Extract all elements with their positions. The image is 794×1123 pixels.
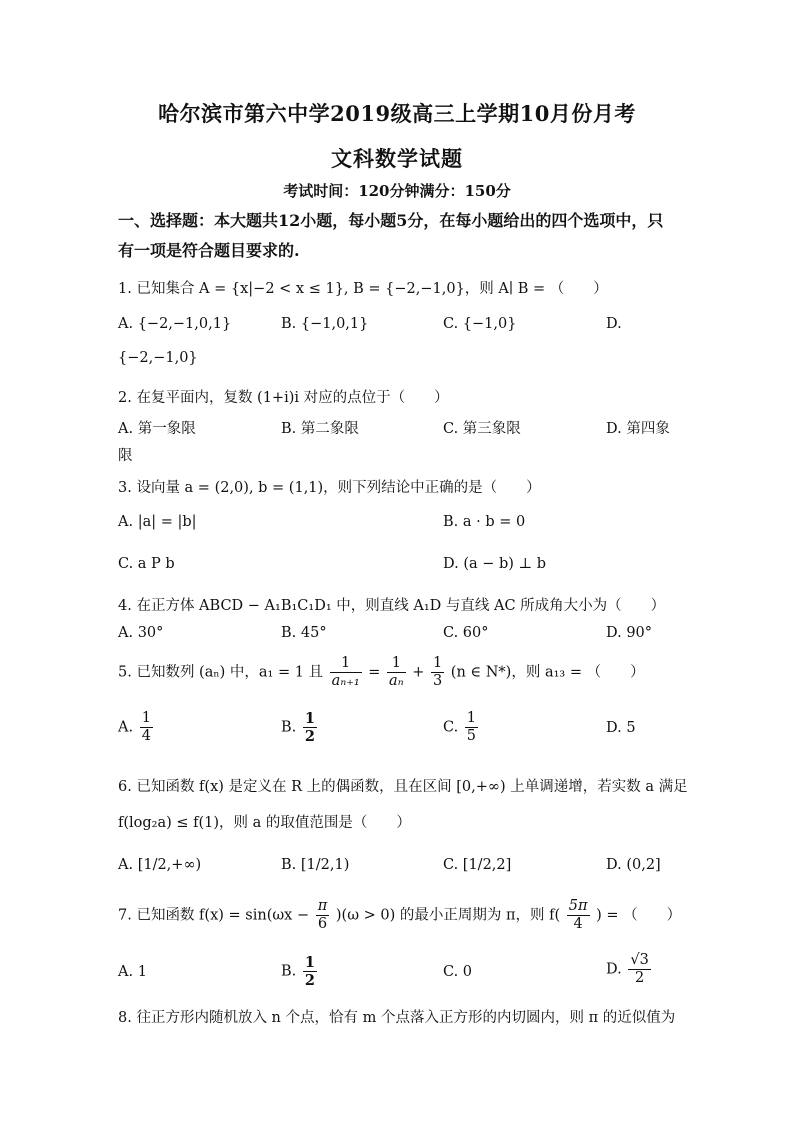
q6-option-a: A. [1/2,+∞) xyxy=(118,857,202,873)
q5-stem-post: (n ∈ N*)，则 a₁₃ = （ ） xyxy=(450,664,645,681)
q5-fraction-2: $\frac{1}{\text{aₙ}}$ xyxy=(389,655,404,689)
q5-option-a: A. $\frac{1}{4}$ xyxy=(118,710,151,744)
q7-stem-pre: 7. 已知函数 f(x) = sin(ωx − xyxy=(118,907,310,924)
q1-option-a: A. {−2,−1,0,1} xyxy=(118,316,232,332)
question-2-stem: 2. 在复平面内，复数 (1+i)i 对应的点位于（ ） xyxy=(118,390,449,406)
exam-title: 哈尔滨市第六中学2019级高三上学期10月份月考 xyxy=(158,101,636,126)
q7-stem-mid: )(ω > 0) 的最小正周期为 π，则 f( xyxy=(335,907,561,924)
q3-option-b: B. a · b = 0 xyxy=(443,514,526,530)
q7-option-a: A. 1 xyxy=(118,964,147,980)
q5-plus: + xyxy=(412,664,425,681)
question-5-stem xyxy=(118,655,645,690)
q2-option-b: B. 第二象限 xyxy=(281,421,359,437)
q7-option-d-fraction: $\frac{√3}{2}$ xyxy=(630,952,649,986)
q5-fraction-1: $\frac{1}{\text{aₙ₊₁}}$ xyxy=(331,655,360,689)
q7-option-c: C. 0 xyxy=(443,964,473,980)
q7-stem-post: ) = （ ） xyxy=(596,907,682,924)
q7-fraction-2: $\frac{5\pi}{4}$ xyxy=(568,898,588,932)
q5-option-b: B. $\frac{1}{2}$ xyxy=(281,710,315,745)
q7-option-b: B. $\frac{1}{2}$ xyxy=(281,954,315,989)
q7-option-b-fraction: $\frac{1}{2}$ xyxy=(304,954,315,989)
q2-option-c: C. 第三象限 xyxy=(443,421,521,437)
q5-option-c-fraction: $\frac{1}{5}$ xyxy=(466,710,477,744)
q4-option-b: B. 45° xyxy=(281,625,327,641)
exam-info: 考试时间：120分钟满分：150分 xyxy=(283,182,511,200)
q5-option-c: C. $\frac{1}{5}$ xyxy=(443,710,477,744)
q3-option-a: A. |a| = |b| xyxy=(118,514,197,530)
q2-option-a: A. 第一象限 xyxy=(118,421,196,437)
question-7-stem xyxy=(118,898,681,933)
q4-option-a: A. 30° xyxy=(118,625,164,641)
q2-option-d-continued: 限 xyxy=(118,448,133,464)
q7-fraction-1: $\frac{\pi}{6}$ xyxy=(317,898,328,932)
q3-option-d: D. (a − b) ⊥ b xyxy=(443,556,547,572)
q5-stem-pre: 5. 已知数列 (aₙ) 中，a₁ = 1 且 xyxy=(118,664,324,681)
q4-option-d: D. 90° xyxy=(606,625,653,641)
question-6-stem-line1: 6. 已知函数 f(x) 是定义在 R 上的偶函数，且在区间 [0,+∞) 上单调递增，若实数 a 满足 xyxy=(118,779,688,795)
q6-option-d: D. (0,2] xyxy=(606,857,661,873)
q1-option-d: D. xyxy=(606,316,622,332)
q5-option-b-fraction: $\frac{1}{2}$ xyxy=(304,710,315,745)
question-6-stem-line2: f(log₂a) ≤ f(1)，则 a 的取值范围是（ ） xyxy=(118,815,411,831)
q1-option-c: C. {−1,0} xyxy=(443,316,517,332)
question-4-stem: 4. 在正方体 ABCD − A₁B₁C₁D₁ 中，则直线 A₁D 与直线 AC 所成角大小为（ ） xyxy=(118,598,666,614)
q6-option-c: C. [1/2,2] xyxy=(443,857,512,873)
q1-option-d-continued: {−2,−1,0} xyxy=(118,350,198,366)
q5-option-d: D. 5 xyxy=(606,720,636,736)
q5-equals: = xyxy=(368,664,381,681)
q6-option-b: B. [1/2,1) xyxy=(281,857,350,873)
q4-option-c: C. 60° xyxy=(443,625,489,641)
q2-option-d: D. 第四象 xyxy=(606,421,670,437)
question-8-stem: 8. 往正方形内随机放入 n 个点，恰有 m 个点落入正方形的内切圆内，则 π 的近似值为 xyxy=(118,1010,676,1026)
q1-option-b: B. {−1,0,1} xyxy=(281,316,369,332)
q5-option-a-fraction: $\frac{1}{4}$ xyxy=(141,710,151,744)
q5-fraction-3: $\frac{1}{3}$ xyxy=(432,655,443,689)
exam-subtitle: 文科数学试题 xyxy=(331,146,463,171)
q7-option-d: D. $\frac{√3}{2}$ xyxy=(606,952,649,986)
question-3-stem: 3. 设向量 a = (2,0), b = (1,1)，则下列结论中正确的是（ ） xyxy=(118,480,541,496)
q3-option-c: C. a P b xyxy=(118,556,175,572)
section-heading: 一、选择题：本大题共12小题，每小题5分，在每小题给出的四个选项中，只有一项是符合题目要求的. xyxy=(118,211,664,260)
question-1-stem: 1. 已知集合 A = {x|−2 < x ≤ 1}, B = {−2,−1,0}，则 A∣ B = （ ） xyxy=(118,281,608,297)
